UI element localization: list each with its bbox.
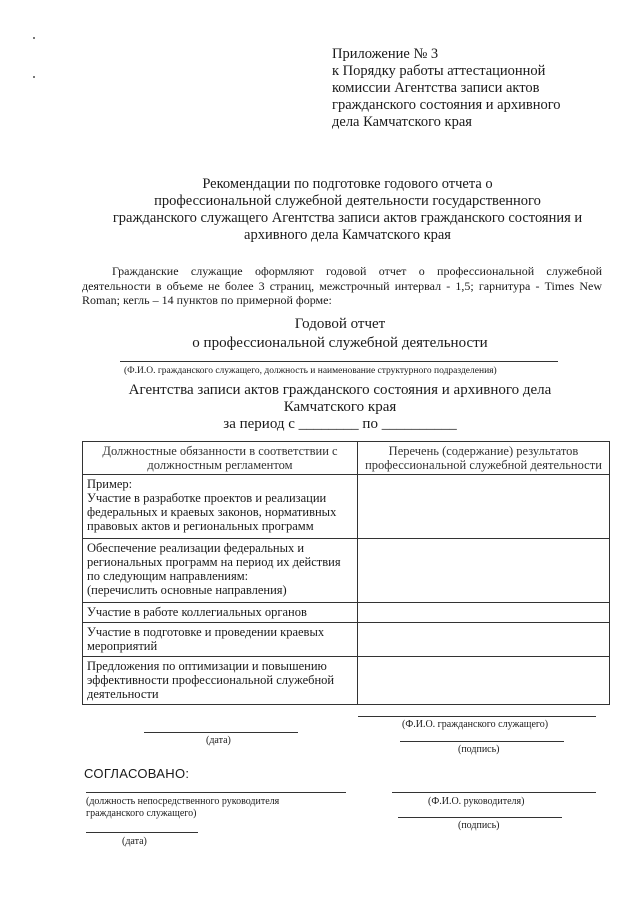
signature-line <box>400 741 564 742</box>
table-cell-duty: Участие в работе коллегиальных органов <box>83 603 358 623</box>
report-table <box>82 441 610 705</box>
document-title <box>60 176 635 244</box>
manager-position-line2: гражданского служащего) <box>86 808 197 819</box>
manager-signature-line <box>398 817 562 818</box>
title-line: Рекомендации по подготовке годового отчета о <box>202 176 493 192</box>
title-line: гражданского служащего Агентства записи актов гражданского состояния и <box>112 210 583 226</box>
table-cell-result <box>358 475 610 539</box>
table-cell-duty: Предложения по оптимизации и повышению эффективности профессиональной служебной деятельности <box>83 657 358 705</box>
fio-line <box>120 361 558 362</box>
report-title <box>120 315 560 353</box>
table-cell-result <box>358 539 610 603</box>
table-row <box>83 603 610 623</box>
table-cell-result <box>358 657 610 705</box>
manager-position-line <box>86 792 346 793</box>
manager-signature-label: (подпись) <box>458 820 500 831</box>
approved-heading: СОГЛАСОВАНО: <box>84 766 190 781</box>
fio-caption: (Ф.И.О. гражданского служащего, должность и наименование структурного подразделения) <box>124 366 497 376</box>
table-cell-duty: Участие в подготовке и проведении краевых мероприятий <box>83 623 358 657</box>
appendix-line: к Порядку работы аттестационной <box>332 63 546 79</box>
table-cell-result <box>358 623 610 657</box>
table-row <box>83 623 610 657</box>
date-label: (дата) <box>206 735 231 746</box>
manager-fio-label: (Ф.И.О. руководителя) <box>428 796 525 807</box>
employee-fio-label: (Ф.И.О. гражданского служащего) <box>402 719 549 730</box>
scan-speck <box>33 37 35 39</box>
table-header-duties: Должностные обязанности в соответствии с должностным регламентом <box>83 442 358 475</box>
manager-fio-line <box>392 792 596 793</box>
intro-text: Гражданские служащие оформляют годовой отчет о профессиональной служебной деятельности в объеме не более 3 страниц, межстрочный интервал - 1,5; гарнитура - Times New Roman; кегль – 14 пунктов по примерной форме: <box>82 264 602 307</box>
appendix-line: Приложение № 3 <box>332 46 439 62</box>
table-header-results: Перечень (содержание) результатов профессиональной служебной деятельности <box>358 442 610 475</box>
appendix-line: гражданского состояния и архивного <box>332 97 561 113</box>
table-row <box>83 657 610 705</box>
manager-date-line <box>86 832 198 833</box>
title-line: архивного дела Камчатского края <box>244 227 451 243</box>
table-cell-result <box>358 603 610 623</box>
row-text: Обеспечение реализации федеральных и региональных программ на период их действия по следующим направлениям: (перечислить основные направления) <box>87 541 341 597</box>
appendix-line: комиссии Агентства записи актов <box>332 80 540 96</box>
employee-fio-line <box>358 716 596 717</box>
signature-label: (подпись) <box>458 744 500 755</box>
table-cell-duty <box>83 539 358 603</box>
title-line: профессиональной служебной деятельности государственного <box>154 193 541 209</box>
report-title-line1: Годовой отчет <box>294 316 386 332</box>
intro-paragraph <box>82 264 602 308</box>
agency-line2: Камчатского края <box>283 399 397 415</box>
manager-date-label: (дата) <box>122 836 147 847</box>
report-title-line2: о профессиональной служебной деятельности <box>192 335 488 351</box>
appendix-line: дела Камчатского края <box>332 114 472 130</box>
agency-line1: Агентства записи актов гражданского состояния и архивного дела <box>128 382 552 398</box>
table-row <box>83 475 610 539</box>
manager-position-line1: (должность непосредственного руководителя <box>86 796 280 807</box>
table-row <box>83 539 610 603</box>
table-cell-duty <box>83 475 358 539</box>
appendix-header <box>332 46 561 131</box>
table-header-row <box>83 442 610 475</box>
agency-name <box>100 382 580 416</box>
manager-position-label <box>86 796 279 820</box>
date-line <box>144 732 298 733</box>
row-text: Пример: Участие в разработке проектов и реализации федеральных и краевых законов, нормативных правовых актов и региональных программ <box>87 477 337 533</box>
scan-speck <box>33 76 35 78</box>
report-period: за период с ________ по __________ <box>223 416 457 432</box>
